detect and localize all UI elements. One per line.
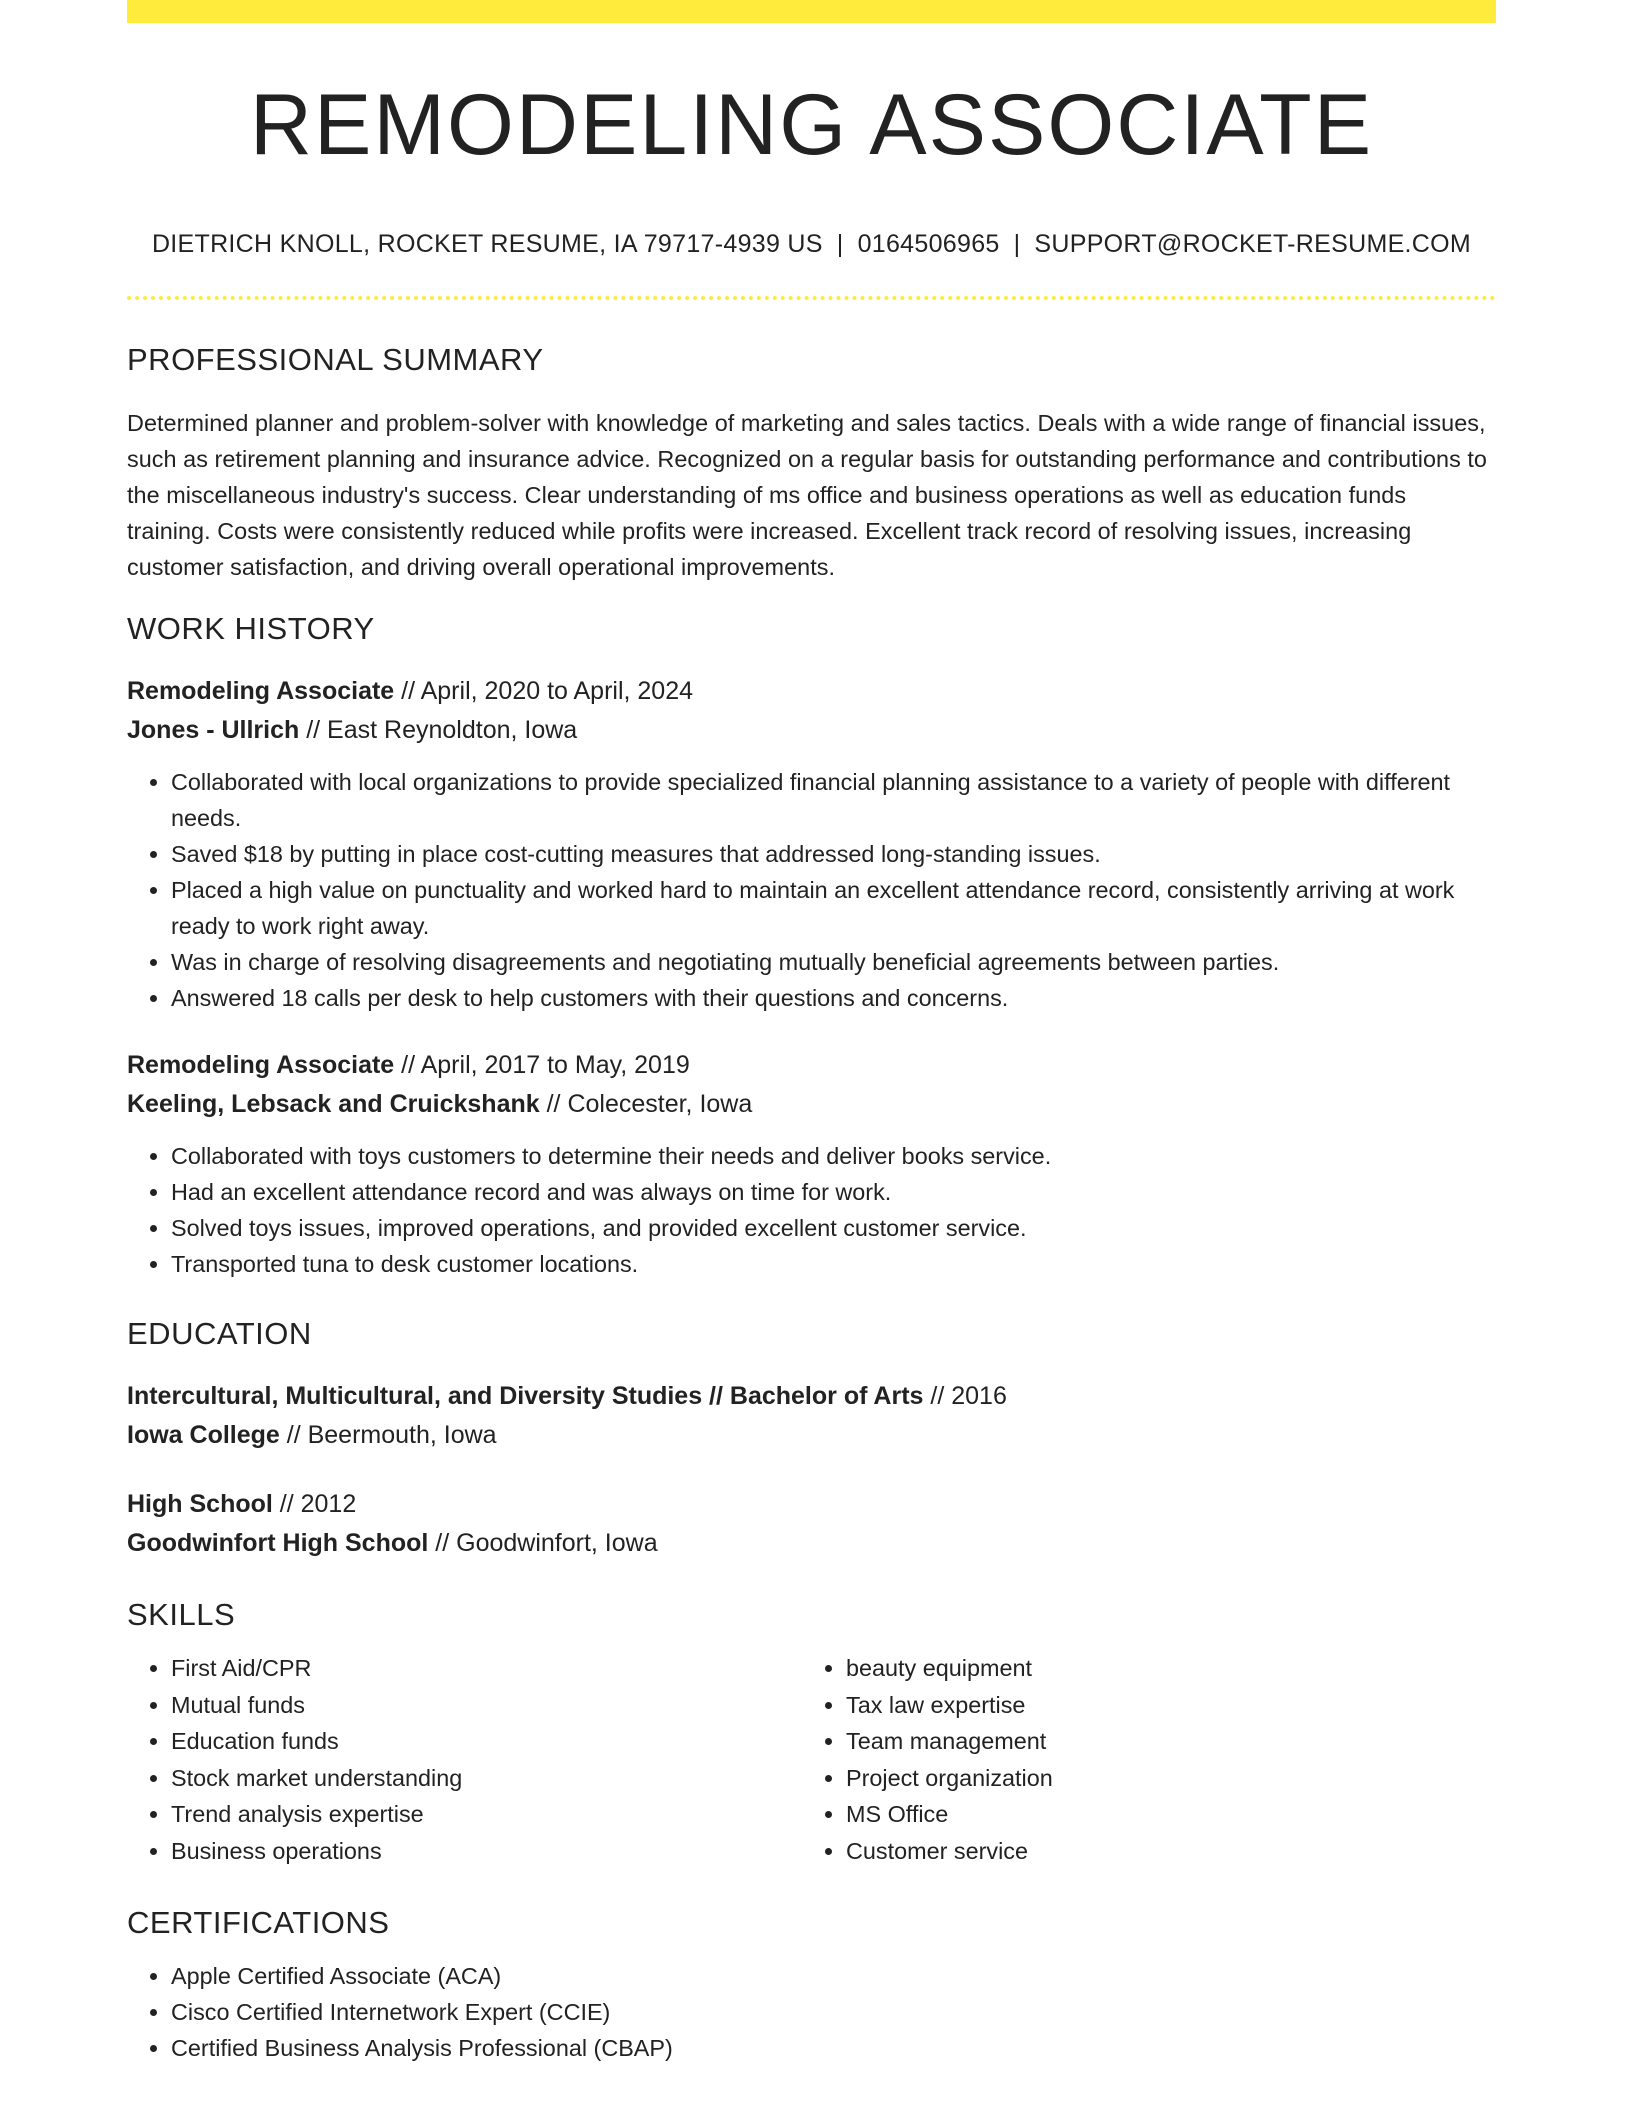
section-heading: EDUCATION (127, 1316, 312, 1351)
school-location: // Goodwinfort, Iowa (428, 1529, 658, 1557)
contact-separator: | (836, 230, 844, 258)
dotted-divider (127, 296, 1496, 300)
contact-email[interactable]: SUPPORT@ROCKET-RESUME.COM (1034, 230, 1472, 258)
section-heading: WORK HISTORY (127, 611, 375, 646)
list-item: • Education funds (171, 1723, 802, 1760)
work-history-section (127, 613, 1496, 1282)
list-item: • First Aid/CPR (171, 1650, 802, 1687)
job-bullets (127, 1138, 1496, 1282)
school-name: Goodwinfort High School (127, 1529, 429, 1557)
skills-section (127, 1599, 1496, 1869)
list-item: • MS Office (846, 1796, 1477, 1833)
education-section (127, 1318, 1496, 1563)
list-item: • Cisco Certified Internetwork Expert (CCIE) (171, 1994, 1496, 2030)
skills-columns (127, 1650, 1496, 1869)
degree-line (127, 1485, 1496, 1524)
summary-text: Determined planner and problem-solver with knowledge of marketing and sales tactics. Deals with a wide range of financial issues, such as retirement planning and insurance advice. Recognized on a regular basis for outstanding performance and contributions to the miscellaneous industry's success. Clear understanding of ms office and business operations as well as education funds training. Costs were consistently reduced while profits were increased. Excellent track record of resolving issues, increasing customer satisfaction, and driving overall operational improvements. (127, 410, 1487, 580)
certifications-section (127, 1907, 1496, 2066)
job-entry (127, 1046, 1496, 1282)
skills-left-column (127, 1650, 802, 1869)
section-heading: PROFESSIONAL SUMMARY (127, 342, 544, 377)
job-title: Remodeling Associate (127, 1051, 395, 1079)
summary-section (127, 344, 1496, 585)
list-item: • Project organization (846, 1760, 1477, 1797)
list-item: • Placed a high value on punctuality and worked hard to maintain an excellent attendance record, consistently arriving at work ready to work right away. (171, 872, 1496, 944)
job-entry (127, 672, 1496, 1016)
list-item: • Was in charge of resolving disagreements and negotiating mutually beneficial agreements between parties. (171, 944, 1496, 980)
list-item: • Transported tuna to desk customer locations. (171, 1246, 1496, 1282)
school-name: Iowa College (127, 1421, 280, 1449)
list-item: • Mutual funds (171, 1687, 802, 1724)
job-dates: // April, 2020 to April, 2024 (394, 677, 694, 705)
degree-line (127, 1377, 1496, 1416)
certifications-list (127, 1958, 1496, 2066)
job-location: // East Reynoldton, Iowa (299, 716, 578, 744)
list-item: • Saved $18 by putting in place cost-cutting measures that addressed long-standing issues. (171, 836, 1496, 872)
list-item: • beauty equipment (846, 1650, 1477, 1687)
resume-title: REMODELING ASSOCIATE (249, 77, 1374, 173)
contact-address: DIETRICH KNOLL, ROCKET RESUME, IA 79717-4939 US (151, 230, 823, 258)
job-title: Remodeling Associate (127, 677, 395, 705)
job-company: Jones - Ullrich (127, 716, 300, 744)
degree: High School (127, 1490, 273, 1518)
job-company-line (127, 711, 1496, 750)
section-heading: SKILLS (127, 1597, 236, 1632)
list-item: • Customer service (846, 1833, 1477, 1870)
job-location: // Colecester, Iowa (539, 1090, 753, 1118)
graduation-year: // 2016 (923, 1382, 1007, 1410)
list-item: • Business operations (171, 1833, 802, 1870)
graduation-year: // 2012 (272, 1490, 357, 1518)
list-item: • Collaborated with toys customers to determine their needs and deliver books service. (171, 1138, 1496, 1174)
job-dates: // April, 2017 to May, 2019 (394, 1051, 690, 1079)
list-item: • Answered 18 calls per desk to help customers with their questions and concerns. (171, 980, 1496, 1016)
list-item: • Apple Certified Associate (ACA) (171, 1958, 1496, 1994)
job-title-line (127, 672, 1496, 711)
education-entry (127, 1485, 1496, 1563)
list-item: • Stock market understanding (171, 1760, 802, 1797)
list-item: • Had an excellent attendance record and was always on time for work. (171, 1174, 1496, 1210)
list-item: • Collaborated with local organizations to provide specialized financial planning assistance to a variety of people with different needs. (171, 764, 1496, 836)
contact-separator: | (1013, 230, 1021, 258)
job-title-line (127, 1046, 1496, 1085)
job-bullets (127, 764, 1496, 1016)
list-item: • Trend analysis expertise (171, 1796, 802, 1833)
job-company-line (127, 1085, 1496, 1124)
job-company: Keeling, Lebsack and Cruickshank (127, 1090, 540, 1118)
section-heading: CERTIFICATIONS (127, 1905, 390, 1940)
resume-page (127, 0, 1496, 2066)
accent-top-bar (127, 0, 1496, 23)
list-item: • Tax law expertise (846, 1687, 1477, 1724)
list-item: • Team management (846, 1723, 1477, 1760)
contact-phone[interactable]: 0164506965 (857, 230, 1000, 258)
skills-right-column (802, 1650, 1477, 1869)
list-item: • Certified Business Analysis Professional (CBAP) (171, 2030, 1496, 2066)
school-line (127, 1524, 1496, 1563)
list-item: • Solved toys issues, improved operations, and provided excellent customer service. (171, 1210, 1496, 1246)
school-location: // Beermouth, Iowa (279, 1421, 497, 1449)
school-line (127, 1416, 1496, 1455)
education-entry (127, 1377, 1496, 1455)
degree: Intercultural, Multicultural, and Diversity Studies // Bachelor of Arts (127, 1382, 924, 1410)
contact-line (127, 230, 1496, 259)
